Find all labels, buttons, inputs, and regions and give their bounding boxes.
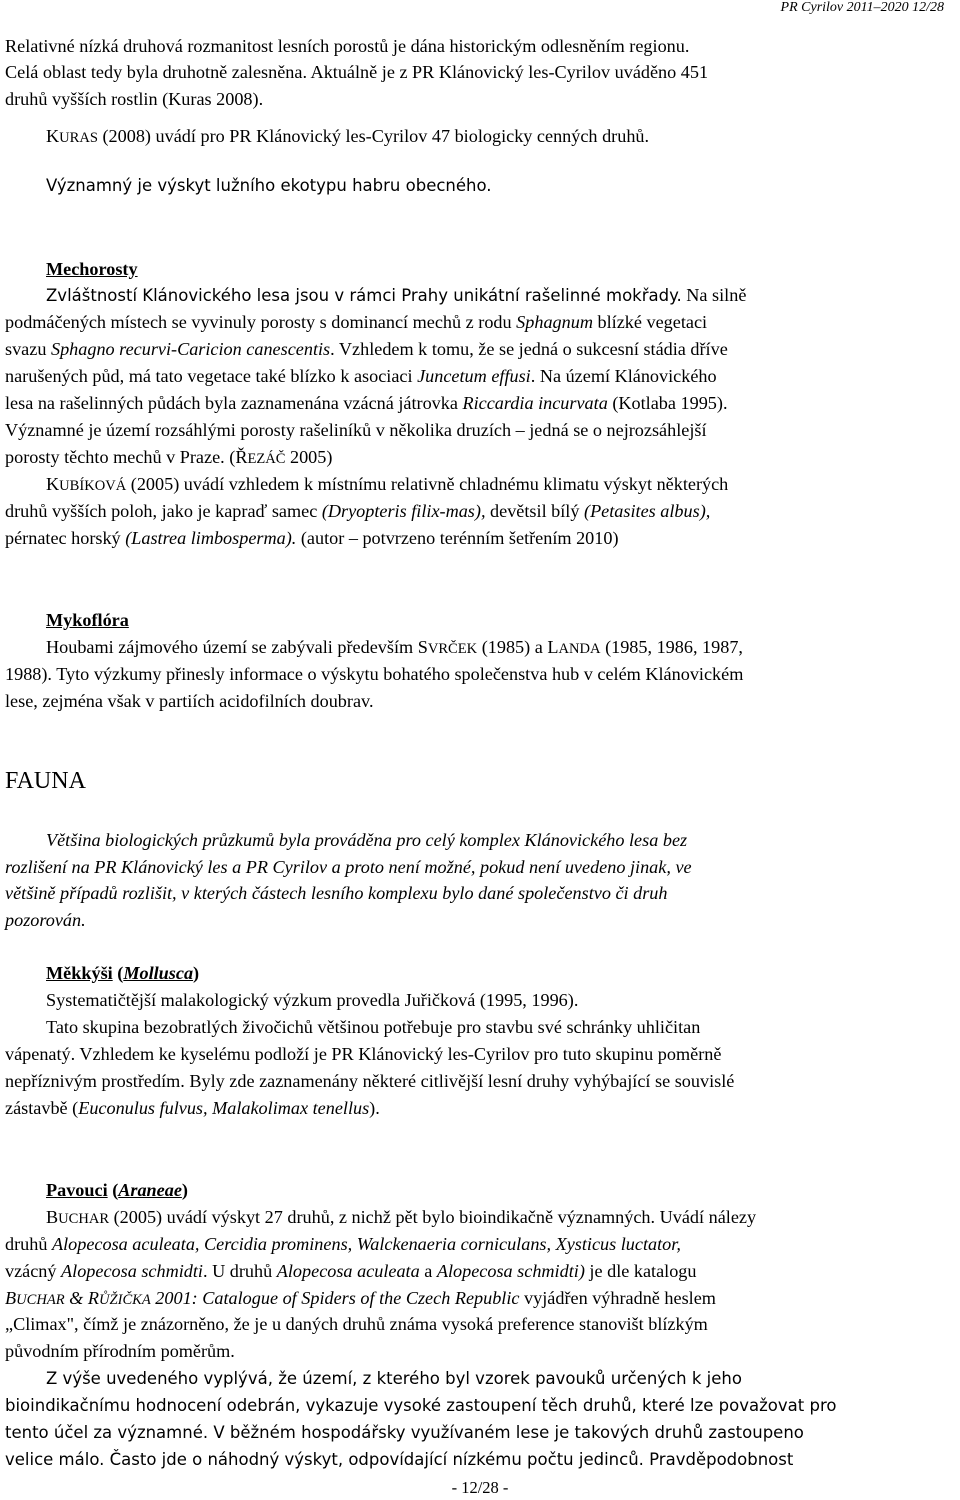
paragraph-line: zástavbě (Euconulus fulvus, Malakolimax tenellus).: [5, 1098, 380, 1118]
paragraph-line: 1988). Tyto výzkumy přinesly informace o výskytu bohatého společenstva hub v celém Klánovickém: [5, 664, 744, 684]
paragraph-line: velice málo. Často jde o náhodný výskyt, odpovídající nízkému počtu jedinců. Pravděpodobnost: [5, 1450, 794, 1469]
paragraph-line: Z výše uvedeného vyplývá, že území, z kterého byl vzorek pavouků určených k jeho: [46, 1369, 742, 1388]
fauna-intro-line: rozlišení na PR Klánovický les a PR Cyrilov a proto není možné, pokud není uvedeno jinak, ve: [5, 857, 692, 877]
intro-habr-line: Významný je výskyt lužního ekotypu habru obecného.: [46, 176, 492, 195]
paragraph-line: narušených půd, má tato vegetace také blízko k asociaci Juncetum effusi. Na území Klánovického: [5, 366, 717, 386]
paragraph-line: Významné je území rozsáhlými porosty rašeliníků v několika druzích – jedná se o nejrozsáhlejší: [5, 420, 707, 440]
section-heading-mechorosty: Mechorosty: [46, 259, 138, 279]
paragraph-line: Systematičtější malakologický výzkum provedla Juřičková (1995, 1996).: [46, 990, 579, 1010]
paragraph-line: Zvláštností Klánovického lesa jsou v rámci Prahy unikátní rašelinné mokřady. Na silně: [46, 285, 747, 305]
paragraph-line: tento účel za významné. V běžném hospodářsky využívaném lese je takových druhů zastoupeno: [5, 1423, 804, 1442]
fauna-intro-line: pozorován.: [5, 910, 86, 930]
paragraph-line: BUCHAR & RŮŽIČKA 2001: Catalogue of Spiders of the Czech Republic vyjádřen výhradně heslem: [5, 1288, 716, 1308]
paragraph-line: Houbami zájmového území se zabývali především SVRČEK (1985) a LANDA (1985, 1986, 1987,: [46, 637, 743, 657]
paragraph-line: lese, zejména však v partiích acidofilních doubrav.: [5, 691, 374, 711]
paragraph-line: lesa na rašelinných půdách byla zaznamenána vzácná játrovka Riccardia incurvata (Kotlaba 1995).: [5, 393, 728, 413]
running-head: PR Cyrilov 2011–2020 12/28: [780, 0, 944, 15]
paragraph-line: pérnatec horský (Lastrea limbosperma). (autor – potvrzeno terénním šetřením 2010): [5, 528, 619, 548]
paragraph-line: vápenatý. Vzhledem ke kyselému podloží je PR Klánovický les-Cyrilov pro tuto skupinu poměrně: [5, 1044, 722, 1064]
paragraph-line: Tato skupina bezobratlých živočichů většinou potřebuje pro stavbu své schránky uhličitan: [46, 1017, 701, 1037]
section-heading-mykoflora: Mykoflóra: [46, 610, 129, 630]
intro-line: Celá oblast tedy byla druhotně zalesněna. Aktuálně je z PR Klánovický les-Cyrilov uváděno 451: [5, 62, 709, 82]
fauna-intro-line: většině případů rozlišit, v kterých částech lesního komplexu bylo dané společenstvo či druh: [5, 883, 668, 903]
paragraph-line: „Climax", čímž je znázorněno, že je u daných druhů známa vysoká preference stanovišt blízkým: [5, 1314, 708, 1334]
paragraph-line: svazu Sphagno recurvi-Caricion canescentis. Vzhledem k tomu, že se jedná o sukcesní stádia dříve: [5, 339, 728, 359]
intro-kuras-line: KURAS (2008) uvádí pro PR Klánovický les-Cyrilov 47 biologicky cenných druhů.: [46, 126, 650, 146]
section-heading-fauna: FAUNA: [5, 768, 86, 794]
paragraph-line: druhů vyšších poloh, jako je kapraď samec (Dryopteris filix-mas), devětsil bílý (Petasites albus),: [5, 501, 711, 521]
intro-line: Relativné nízká druhová rozmanitost lesních porostů je dána historickým odlesněním regionu.: [5, 36, 690, 56]
paragraph-line: BUCHAR (2005) uvádí výskyt 27 druhů, z nichž pět bylo bioindikačně významných. Uvádí nálezy: [46, 1207, 757, 1227]
paragraph-line: vzácný Alopecosa schmidti. U druhů Alopecosa aculeata a Alopecosa schmidti) je dle katalogu: [5, 1261, 697, 1281]
section-heading-araneae: Pavouci (Araneae): [46, 1180, 188, 1200]
section-heading-mollusca: Měkkýši (Mollusca): [46, 963, 200, 983]
paragraph-line: bioindikačnímu hodnocení odebrán, vykazuje vysoké zastoupení těch druhů, které lze považovat pro: [5, 1396, 837, 1415]
paragraph-line: podmáčených místech se vyvinuly porosty s dominancí mechů z rodu Sphagnum blízké vegetaci: [5, 312, 708, 332]
fauna-intro-line: Většina biologických průzkumů byla prováděna pro celý komplex Klánovického lesa bez: [46, 830, 688, 850]
paragraph-line: druhů Alopecosa aculeata, Cercidia prominens, Walckenaeria corniculans, Xysticus luctator,: [5, 1234, 681, 1254]
paragraph-line: KUBÍKOVÁ (2005) uvádí vzhledem k místnímu relativně chladnému klimatu výskyt některých: [46, 474, 729, 494]
paragraph-line: původním přírodním poměrům.: [5, 1341, 235, 1361]
paragraph-line: porosty těchto mechů v Praze. (ŘEZÁČ 2005): [5, 447, 333, 467]
page-number: - 12/28 -: [451, 1478, 509, 1497]
paragraph-line: nepříznivým prostředím. Byly zde zaznamenány některé citlivější lesní druhy vyhýbající se souvislé: [5, 1071, 735, 1091]
intro-line: druhů vyšších rostlin (Kuras 2008).: [5, 89, 264, 109]
